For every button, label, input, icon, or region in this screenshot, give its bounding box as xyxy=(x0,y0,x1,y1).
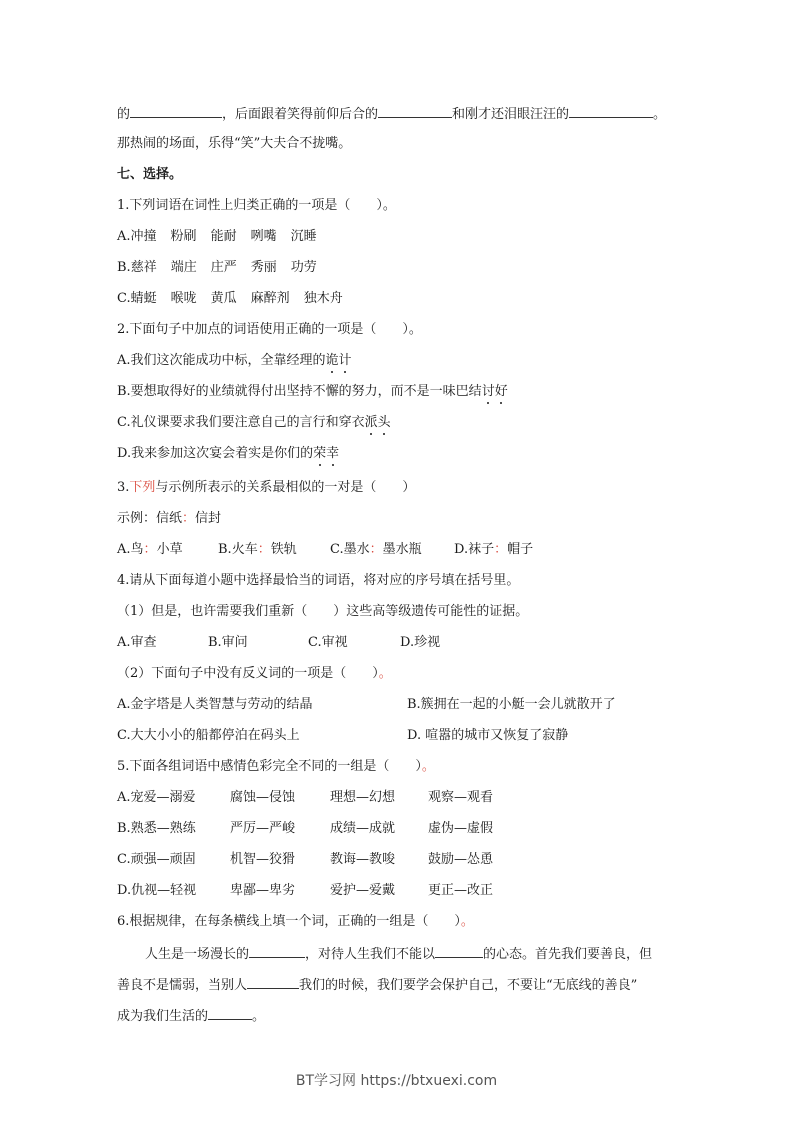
text: 。 xyxy=(421,759,435,774)
text: ，对待人生我们不能以 xyxy=(305,947,436,962)
word: 沉睡 xyxy=(290,229,317,244)
answer-blank[interactable] xyxy=(249,943,305,958)
emphasis-char: 好 xyxy=(494,384,508,399)
text: 的心态。首先我们要善良，但 xyxy=(483,947,653,962)
text: 墨水 xyxy=(343,542,370,557)
separator: ： xyxy=(143,542,157,557)
text: 3. xyxy=(117,480,130,495)
question-6-stem xyxy=(117,912,474,932)
q4-sub1-stem: （1）但是，也许需要我们重新（ ）这些高等级遗传可能性的证据。 xyxy=(117,604,529,619)
word: 冲撞 xyxy=(130,229,157,244)
word-pair: 虚伪—虚假 xyxy=(428,821,494,836)
option: D. 喧嚣的城市又恢复了寂静 xyxy=(407,728,569,743)
text: 。 xyxy=(460,914,474,929)
word: 粉刷 xyxy=(170,229,197,244)
question-2-stem: 2.下面句子中加点的词语使用正确的一项是（ ）。 xyxy=(117,322,422,337)
dotted-word xyxy=(326,353,352,368)
option: B.簇拥在一起的小艇一会儿就散开了 xyxy=(407,697,616,712)
footer-watermark: BT学习网 https://btxuexi.com xyxy=(295,1073,498,1089)
text: 成为我们生活的 xyxy=(117,1009,209,1024)
text xyxy=(313,446,339,461)
q3-example xyxy=(117,509,221,529)
q4-sub2-options-row2 xyxy=(117,726,568,746)
option: D.珍视 xyxy=(400,635,441,650)
separator: ： xyxy=(257,542,271,557)
q4-sub2-stem xyxy=(117,664,392,684)
text: 信纸 xyxy=(156,511,183,526)
text: B. xyxy=(117,821,131,836)
highlight-text: 下列 xyxy=(129,480,156,495)
emphasis-char: 计 xyxy=(338,353,352,368)
text: D.我来参加这次宴会着实是你们的 xyxy=(117,446,314,461)
word: 咧嘴 xyxy=(250,229,277,244)
emphasis-char: 幸 xyxy=(326,446,340,461)
emphasis-char: 讨 xyxy=(481,384,495,399)
option-label: C. xyxy=(117,291,131,306)
text: 墨水瓶 xyxy=(382,542,422,557)
word-pair: 卑鄙—卑劣 xyxy=(230,883,296,898)
word: 独木舟 xyxy=(303,291,343,306)
q3-option-b xyxy=(218,540,330,560)
option: A.审查 xyxy=(117,635,157,650)
text: C. xyxy=(117,852,131,867)
word: 麻醉剂 xyxy=(250,291,290,306)
word-pair: 理想—幻想 xyxy=(330,790,396,805)
section-title: 七、选择。 xyxy=(117,167,183,182)
text: 。 xyxy=(252,1009,266,1024)
text: B. xyxy=(218,542,232,557)
q6-passage-line-3 xyxy=(117,1005,265,1025)
text: D. xyxy=(454,542,469,557)
q5-row-a xyxy=(117,788,493,808)
option: A.金字塔是人类智慧与劳动的结晶 xyxy=(117,697,313,712)
word: 能耐 xyxy=(210,229,237,244)
word: 慈祥 xyxy=(130,260,157,275)
question-1-stem: 1.下列词语在词性上归类正确的一项是（ ）。 xyxy=(117,198,396,213)
text: 人生是一场漫长的 xyxy=(145,947,250,962)
q3-option-c xyxy=(330,540,454,560)
text: 帽子 xyxy=(507,542,534,557)
emphasis-char: 头 xyxy=(377,415,391,430)
q5-row-c xyxy=(117,850,493,870)
text: 。 xyxy=(378,666,392,681)
q2-option-a xyxy=(117,351,352,371)
q3-options xyxy=(117,540,533,560)
q3-option-d xyxy=(454,540,533,560)
option: C.大大小小的船都停泊在码头上 xyxy=(117,728,300,743)
text: 火车 xyxy=(231,542,258,557)
option: B.审问 xyxy=(208,635,248,650)
emphasis-char: 派 xyxy=(364,415,378,430)
word: 秀丽 xyxy=(250,260,277,275)
word-pair: 机智—狡猾 xyxy=(230,852,296,867)
text: 和刚才还泪眼汪汪的 xyxy=(452,107,570,122)
text: 铁轨 xyxy=(270,542,297,557)
answer-blank[interactable] xyxy=(569,103,653,118)
word-pair: 仇视—轻视 xyxy=(131,883,197,898)
text: 我们的时候，我们要学会保护自己，不要让“无底线的善良” xyxy=(299,978,638,993)
word-pair: 爱护—爱戴 xyxy=(330,883,396,898)
dotted-word xyxy=(482,384,508,399)
text xyxy=(482,384,508,399)
question-5-stem xyxy=(117,757,435,777)
text: 小草 xyxy=(156,542,183,557)
word-pair: 教诲—教唆 xyxy=(330,852,396,867)
answer-blank[interactable] xyxy=(130,103,222,118)
dotted-word xyxy=(365,415,391,430)
text: C.礼仪课要求我们要注意自己的言行和穿衣 xyxy=(117,415,365,430)
text: 与示例所表示的关系最相似的一对是（ ） xyxy=(155,480,416,495)
word-pair: 熟悉—熟练 xyxy=(130,821,196,836)
text: 5.下面各组词语中感情色彩完全不同的一组是（ ） xyxy=(117,759,422,774)
text xyxy=(365,415,391,430)
text: 袜子 xyxy=(468,542,495,557)
text: ，后面跟着笑得前仰后合的 xyxy=(222,107,379,122)
question-4-stem: 4.请从下面每道小题中选择最恰当的词语，将对应的序号填在括号里。 xyxy=(117,573,520,588)
separator: ： xyxy=(369,542,383,557)
q1-option-b xyxy=(117,258,317,278)
word-pair: 宠爱—溺爱 xyxy=(130,790,196,805)
word-pair: 成绩—成就 xyxy=(330,821,396,836)
option-label: B. xyxy=(117,260,131,275)
answer-blank[interactable] xyxy=(247,974,299,989)
text: 信封 xyxy=(195,511,222,526)
q3-option-a xyxy=(117,540,218,560)
word: 蜻蜓 xyxy=(130,291,157,306)
word-pair: 腐蚀—侵蚀 xyxy=(230,790,296,805)
q6-passage-line-1 xyxy=(145,943,652,963)
word: 庄严 xyxy=(210,260,237,275)
option-label: A. xyxy=(117,229,131,244)
answer-blank[interactable] xyxy=(208,1005,252,1020)
text: 6.根据规律，在每条横线上填一个词，正确的一组是（ ） xyxy=(117,914,461,929)
text: 。 xyxy=(653,107,667,122)
text: A. xyxy=(117,542,131,557)
option: C.审视 xyxy=(308,635,348,650)
word-pair: 观察—观看 xyxy=(428,790,494,805)
word: 黄瓜 xyxy=(210,291,237,306)
word-pair: 鼓励—怂恿 xyxy=(428,852,494,867)
q4-sub1-options xyxy=(117,633,440,653)
q2-option-c xyxy=(117,413,391,433)
text: 的 xyxy=(117,107,131,122)
text: D. xyxy=(117,883,132,898)
q5-row-d xyxy=(117,881,493,901)
word-pair: 严厉—严峻 xyxy=(230,821,296,836)
continuation-line-1 xyxy=(117,103,666,123)
q1-option-c xyxy=(117,289,343,309)
answer-blank[interactable] xyxy=(435,943,483,958)
q1-option-a xyxy=(117,227,317,247)
q2-option-b xyxy=(117,382,508,402)
q4-sub2-options-row1 xyxy=(117,695,616,715)
text: （2）下面句子中没有反义词的一项是（ ） xyxy=(117,666,379,681)
answer-blank[interactable] xyxy=(378,103,452,118)
text: C. xyxy=(330,542,344,557)
q6-passage-line-2 xyxy=(117,974,637,994)
separator: ： xyxy=(182,511,196,526)
emphasis-char: 诡 xyxy=(325,353,339,368)
emphasis-char: 荣 xyxy=(313,446,327,461)
text: A.我们这次能成功中标，全靠经理的 xyxy=(117,353,326,368)
continuation-line-2: 那热闹的场面，乐得“笑”大夫合不拢嘴。 xyxy=(117,136,352,151)
q5-row-b xyxy=(117,819,493,839)
word: 喉咙 xyxy=(170,291,197,306)
word: 功劳 xyxy=(290,260,317,275)
text: 善良不是懦弱，当别人 xyxy=(117,978,248,993)
dotted-word xyxy=(313,446,339,461)
text: A. xyxy=(117,790,131,805)
text: 示例： xyxy=(117,511,157,526)
question-3-stem xyxy=(117,478,415,498)
q2-option-d xyxy=(117,444,339,464)
word-pair: 更正—改正 xyxy=(428,883,494,898)
word: 端庄 xyxy=(170,260,197,275)
separator: ： xyxy=(494,542,508,557)
text: B.要想取得好的业绩就得付出坚持不懈的努力，而不是一味巴结 xyxy=(117,384,482,399)
text: 鸟 xyxy=(130,542,144,557)
word-pair: 顽强—顽固 xyxy=(130,852,196,867)
text xyxy=(326,353,352,368)
